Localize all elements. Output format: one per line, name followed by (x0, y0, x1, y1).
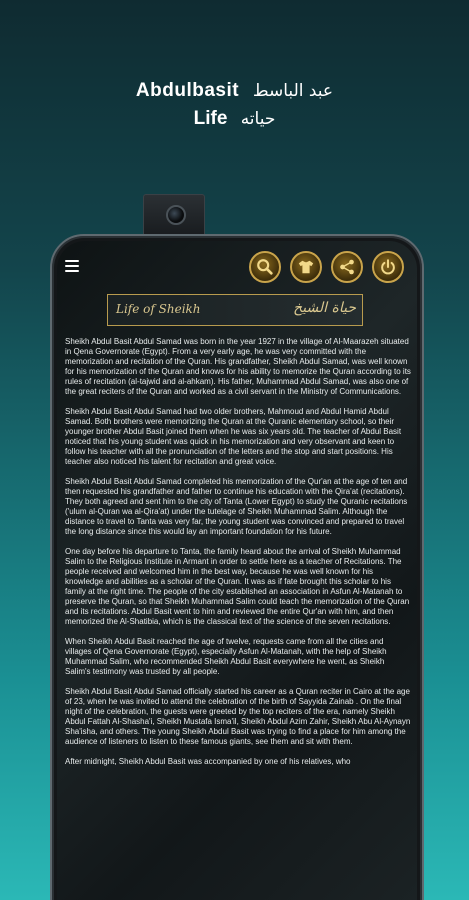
promo-title-ar: عبد الباسط (252, 81, 334, 101)
promo-title-en: Abdulbasit (135, 80, 240, 101)
paragraph: Sheikh Abdul Basit Abdul Samad had two older brothers, Mahmoud and Abdul Hamid Abdul Samad. Both brothers were memorizing the Quran at the Quranic elementary school, so their younger brother Abdul Basit joined them when he was six years old. The teacher of Abdul Basit noticed that his young student was quick in his memorization and very observant and keen to follow his teacher with all the pronunciation of the letters and the stop and start positions. His teacher also noticed his talent for recitation and great voice. (65, 407, 402, 466)
page-title-banner (107, 294, 363, 326)
paragraph: When Sheikh Abdul Basit reached the age of twelve, requests came from all the cities and villages of Qena Governorate (Egypt), especially Asfun Al-Matanah, with the help of Sheikh Muhammad Salim, who recommended Sheikh Abdul Basit everywhere he went, as Sheikh Salim's testimony was trusted by all people. (65, 637, 387, 676)
promo-line-1 (0, 78, 469, 104)
tshirt-icon (297, 258, 315, 276)
menu-icon[interactable] (65, 260, 79, 272)
camera-lens-icon (166, 205, 186, 225)
promo-title (0, 78, 469, 132)
app-screen (57, 241, 417, 900)
paragraph: Sheikh Abdul Basit Abdul Samad officially started his career as a Quran reciter in Cairo at the age of 23, when he was invited to attend the celebration of the birth of Sayyida Zainab . On the final night of the celebration, the guests were greeted by the top reciters of the era, namely Sheikh Abdul Fattah Al-Shasha'i, Sheikh Mustafa Isma'il, Sheikh Abdul Azim Zahir, Sheikh Abu Al-Aynayn Sha'isha, and others. The young Sheikh Abdul Basit was trying to find a place for him among the audience of listeners to listen to these famous giants, see them and sit with them. (65, 687, 411, 746)
page-title-en: Life of Sheikh (116, 302, 201, 316)
search-icon (256, 258, 274, 276)
search-button[interactable] (249, 251, 281, 283)
biography-text (65, 337, 411, 777)
paragraph: Sheikh Abdul Basit Abdul Samad completed his memorization of the Qur'an at the age of ten and then requested his grandfather and father to continue his education with the Qira'at (recitations). They both agreed and sent him to the city of Tanta (Lower Egypt) to study the Quranic recitations ('ulum al-Quran wa al-Qira'at) under the tutelage of Sheikh Muhammad Salim. Although the distance to travel to Tanta was very far, the young student was convinced and prepared to travel the long distance since this would lay an important foundation for his future. (65, 477, 408, 536)
share-icon (338, 258, 356, 276)
promo-subtitle-ar: حياته (240, 109, 276, 129)
power-icon (379, 258, 397, 276)
promo-subtitle-en: Life (193, 108, 228, 129)
paragraph: One day before his departure to Tanta, the family heard about the arrival of Sheikh Muhammad Salim to the Religious Institute in Armant in order to settle here as a teacher of Recitations. The people received and welcomed him in the best way, because he was well known for his knowledge and abilities as a scholar of the Quran. It was as if fate brought this scholar to his family at the right time. The people of the city established an association in Asfun Al-Matanah to preserve the Quran, so that Sheikh Muhammad Salim could teach the memorization of the Quran and its recitations. Abdul Basit went to him and reviewed the entire Qur'an with him, and then memorized the Al-Shatibia, which is the classical text of the science of the seven recitations. (65, 547, 410, 626)
app-toolbar (57, 241, 417, 293)
paragraph: Sheikh Abdul Basit Abdul Samad was born in the year 1927 in the village of Al-Maarazeh situated in Qena Governorate (Egypt). From a very early age, he was very committed with the memorization and recitation of the Quran. His grandfather, Sheikh Abdul Samad, was well known for his memorization of the Quran and knows for his ability to memorize the Quran according to its rules of recitation (al-tajwid and al-ahkam). His father, Muhammad Abdul Samad, was also one of the great reciters of the Quran and worked as a civil servant in the Ministry of Communications. (65, 337, 411, 396)
paragraph: After midnight, Sheikh Abdul Basit was accompanied by one of his relatives, who (65, 757, 351, 766)
page-title-ar: حياة الشيخ (293, 300, 356, 316)
share-button[interactable] (331, 251, 363, 283)
theme-button[interactable] (290, 251, 322, 283)
promo-line-2 (0, 106, 469, 132)
exit-button[interactable] (372, 251, 404, 283)
